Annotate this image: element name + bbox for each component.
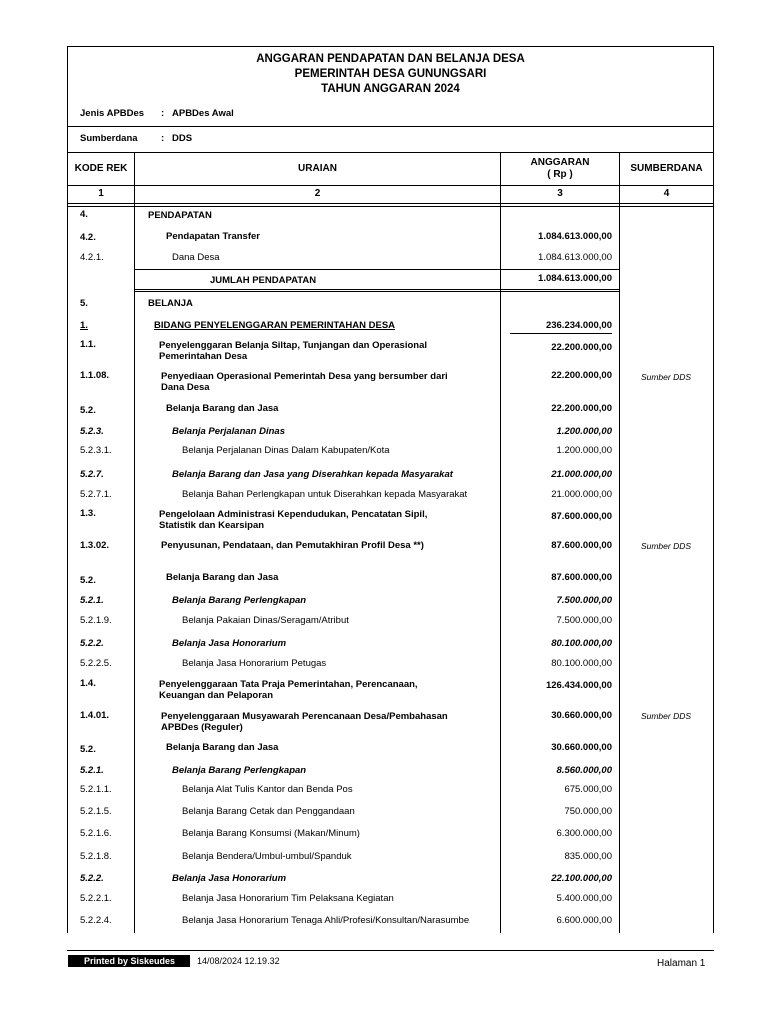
frame-left bbox=[67, 46, 68, 933]
table-row-uraian-cont: Keuangan dan Pelaporan bbox=[159, 690, 274, 701]
numrow-divider bbox=[67, 203, 714, 204]
table-row-amount: 21.000.000,00 bbox=[551, 469, 612, 480]
table-row-uraian: Penyelenggaraan Tata Praja Pemerintahan, Perencanaan, bbox=[159, 679, 418, 690]
table-row-amount: 30.660.000,00 bbox=[551, 710, 612, 721]
table-row-uraian: Belanja Barang Perlengkapan bbox=[172, 765, 307, 776]
table-row-kode: 4. bbox=[80, 209, 88, 220]
sumber-colon: : bbox=[161, 133, 165, 144]
table-row-amount: 87.600.000,00 bbox=[551, 572, 612, 583]
table-row-sumber: Sumber DDS bbox=[640, 372, 692, 382]
table-row-amount: 1.200.000,00 bbox=[556, 426, 612, 437]
table-row-kode: 5.2.2.5. bbox=[80, 658, 112, 669]
table-row-uraian-cont: Statistik dan Kearsipan bbox=[159, 520, 265, 531]
jenis-label: Jenis APBDes bbox=[80, 108, 145, 119]
table-row-amount: 22.200.000,00 bbox=[551, 342, 612, 353]
table-row-uraian: Belanja Perjalanan Dinas bbox=[172, 426, 285, 437]
info-divider-2 bbox=[67, 152, 714, 153]
table-row-uraian: Belanja Pakaian Dinas/Seragam/Atribut bbox=[182, 615, 349, 626]
table-row-amount: 80.100.000,00 bbox=[551, 638, 612, 649]
table-row-amount: 750.000,00 bbox=[564, 806, 612, 817]
table-row-uraian: Belanja Bahan Perlengkapan untuk Diserahkan kepada Masyarakat bbox=[182, 489, 468, 500]
table-row-amount: 1.084.613.000,00 bbox=[538, 252, 612, 263]
table-row-kode: 5.2. bbox=[80, 405, 96, 416]
jenis-value: APBDes Awal bbox=[172, 108, 234, 119]
col-header-sumberdana: SUMBERDANA bbox=[630, 163, 703, 174]
jenis-colon: : bbox=[161, 108, 165, 119]
table-row-sumber: Sumber DDS bbox=[640, 541, 692, 551]
table-row-amount: 1.200.000,00 bbox=[556, 445, 612, 456]
total-box-top bbox=[134, 269, 619, 270]
total-box-bottom bbox=[134, 289, 619, 290]
print-timestamp: 14/08/2024 12.19.32 bbox=[197, 956, 280, 966]
total-pendapatan-amount: 1.084.613.000,00 bbox=[538, 273, 612, 284]
table-row-uraian: Belanja Barang dan Jasa yang Diserahkan kepada Masyarakat bbox=[172, 469, 453, 480]
total-pendapatan-label: JUMLAH PENDAPATAN bbox=[210, 275, 317, 286]
table-row-kode: 5.2.7. bbox=[80, 469, 104, 480]
table-row-uraian: Pengelolaan Administrasi Kependudukan, Pencatatan Sipil, bbox=[159, 509, 428, 520]
footer-rule bbox=[67, 950, 714, 951]
table-row-uraian: PENDAPATAN bbox=[148, 210, 212, 221]
table-row-kode: 4.2. bbox=[80, 232, 96, 243]
table-row-uraian: Belanja Barang dan Jasa bbox=[166, 742, 279, 753]
table-row-uraian: Penyusunan, Pendataan, dan Pemutakhiran Profil Desa **) bbox=[161, 540, 424, 551]
table-row-amount: 5.400.000,00 bbox=[556, 893, 612, 904]
table-row-amount: 7.500.000,00 bbox=[556, 595, 612, 606]
table-row-uraian: Belanja Jasa Honorarium bbox=[172, 873, 287, 884]
table-row-kode: 1.4. bbox=[80, 678, 96, 689]
col-header-kode: KODE REK bbox=[74, 163, 128, 174]
table-row-uraian: Belanja Barang Perlengkapan bbox=[172, 595, 307, 606]
table-row-amount: 236.234.000,00 bbox=[545, 320, 612, 331]
table-row-uraian-cont: APBDes (Reguler) bbox=[161, 722, 243, 733]
table-row-sumber: Sumber DDS bbox=[640, 711, 692, 721]
page-number: Halaman 1 bbox=[657, 958, 706, 969]
table-row-kode: 1.3. bbox=[80, 508, 96, 519]
report-title-1: ANGGARAN PENDAPATAN DAN BELANJA DESA bbox=[256, 53, 525, 65]
table-row-kode: 5.2.1.9. bbox=[80, 615, 112, 626]
table-row-kode: 5.2.2.4. bbox=[80, 915, 112, 926]
header-divider bbox=[67, 185, 714, 186]
table-row-uraian: Penyediaan Operasional Pemerintah Desa yang bersumber dari bbox=[161, 371, 448, 382]
body-top-divider bbox=[67, 206, 714, 207]
table-row-uraian: Belanja Barang Konsumsi (Makan/Minum) bbox=[182, 828, 360, 839]
bidang-amount-underline bbox=[510, 333, 612, 334]
table-row-uraian: BIDANG PENYELENGGARAN PEMERINTAHAN DESA bbox=[154, 320, 396, 331]
printed-by-label: Printed by Siskeudes bbox=[84, 956, 176, 966]
col-number-4: 4 bbox=[663, 188, 670, 199]
table-row-kode: 5.2.2. bbox=[80, 638, 104, 649]
table-row-amount: 30.660.000,00 bbox=[551, 742, 612, 753]
table-row-kode: 1.4.01. bbox=[80, 710, 110, 721]
table-row-kode: 1.1.08. bbox=[80, 370, 110, 381]
table-row-uraian: Belanja Alat Tulis Kantor dan Benda Pos bbox=[182, 784, 353, 795]
table-row-amount: 835.000,00 bbox=[564, 851, 612, 862]
table-row-kode: 5.2.2. bbox=[80, 873, 104, 884]
table-row-kode: 5.2.1.8. bbox=[80, 851, 112, 862]
table-row-kode: 5. bbox=[80, 298, 88, 309]
table-row-uraian: Belanja Barang dan Jasa bbox=[166, 403, 279, 414]
frame-top bbox=[67, 46, 714, 47]
table-row-kode: 5.2.1.6. bbox=[80, 828, 112, 839]
col-number-1: 1 bbox=[98, 188, 104, 199]
table-row-amount: 6.300.000,00 bbox=[556, 828, 612, 839]
table-row-kode: 1. bbox=[80, 320, 88, 331]
table-row-amount: 126.434.000,00 bbox=[545, 680, 612, 691]
table-row-uraian: Pendapatan Transfer bbox=[166, 231, 260, 242]
table-row-uraian: BELANJA bbox=[148, 298, 193, 309]
table-row-uraian: Belanja Barang dan Jasa bbox=[166, 572, 279, 583]
table-row-uraian: Penyelenggaran Belanja Siltap, Tunjangan dan Operasional bbox=[159, 340, 427, 351]
table-row-amount: 87.600.000,00 bbox=[551, 540, 612, 551]
col-header-anggaran: ANGGARAN bbox=[530, 157, 590, 168]
table-row-amount: 675.000,00 bbox=[564, 784, 612, 795]
table-row-kode: 5.2.1. bbox=[80, 765, 104, 776]
frame-right bbox=[713, 46, 714, 933]
table-row-kode: 1.3.02. bbox=[80, 540, 110, 551]
table-row-kode: 5.2.1.1. bbox=[80, 784, 112, 795]
report-title-2: PEMERINTAH DESA GUNUNGSARI bbox=[294, 68, 487, 80]
table-row-kode: 4.2.1. bbox=[80, 252, 104, 263]
table-row-amount: 21.000.000,00 bbox=[551, 489, 612, 500]
table-row-uraian-cont: Pemerintahan Desa bbox=[159, 351, 248, 362]
table-row-uraian: Belanja Jasa Honorarium Tim Pelaksana Kegiatan bbox=[182, 893, 394, 904]
col-number-2: 2 bbox=[314, 188, 321, 199]
col-header-uraian: URAIAN bbox=[298, 163, 337, 174]
table-row-uraian: Dana Desa bbox=[172, 252, 220, 263]
table-row-kode: 5.2.1.5. bbox=[80, 806, 112, 817]
table-row-amount: 22.200.000,00 bbox=[551, 403, 612, 414]
table-row-amount: 7.500.000,00 bbox=[556, 615, 612, 626]
table-row-amount: 87.600.000,00 bbox=[551, 511, 612, 522]
table-row-amount: 1.084.613.000,00 bbox=[538, 231, 612, 242]
table-row-uraian: Belanja Bendera/Umbul-umbul/Spanduk bbox=[182, 851, 352, 862]
table-row-kode: 5.2.3. bbox=[80, 426, 104, 437]
table-row-uraian: Belanja Jasa Honorarium bbox=[172, 638, 287, 649]
table-row-kode: 5.2. bbox=[80, 575, 96, 586]
table-row-uraian: Belanja Jasa Honorarium Tenaga Ahli/Profesi/Konsultan/Narasumbe bbox=[182, 915, 470, 926]
table-row-uraian: Belanja Barang Cetak dan Penggandaan bbox=[182, 806, 355, 817]
table-row-kode: 5.2.7.1. bbox=[80, 489, 112, 500]
table-row-kode: 5.2.3.1. bbox=[80, 445, 112, 456]
sumber-label: Sumberdana bbox=[80, 133, 138, 144]
col-header-anggaran-unit: ( Rp ) bbox=[547, 169, 573, 180]
table-row-amount: 22.200.000,00 bbox=[551, 370, 612, 381]
report-title-3: TAHUN ANGGARAN 2024 bbox=[321, 83, 460, 95]
table-row-amount: 80.100.000,00 bbox=[551, 658, 612, 669]
sumber-value: DDS bbox=[172, 133, 193, 144]
table-row-kode: 5.2.1. bbox=[80, 595, 104, 606]
info-divider-1 bbox=[67, 126, 714, 127]
table-row-uraian: Penyelenggaraan Musyawarah Perencanaan Desa/Pembahasan bbox=[161, 711, 448, 722]
table-row-kode: 5.2.2.1. bbox=[80, 893, 112, 904]
table-row-amount: 6.600.000,00 bbox=[556, 915, 612, 926]
table-row-amount: 8.560.000,00 bbox=[556, 765, 612, 776]
table-row-amount: 22.100.000,00 bbox=[551, 873, 612, 884]
table-row-uraian: Belanja Jasa Honorarium Petugas bbox=[182, 658, 327, 669]
col-number-3: 3 bbox=[557, 188, 563, 199]
table-row-kode: 5.2. bbox=[80, 744, 96, 755]
table-row-uraian: Belanja Perjalanan Dinas Dalam Kabupaten/Kota bbox=[182, 445, 390, 456]
total-box-bottom-2 bbox=[134, 291, 619, 292]
table-row-uraian-cont: Dana Desa bbox=[161, 382, 210, 393]
table-row-kode: 1.1. bbox=[80, 339, 96, 350]
